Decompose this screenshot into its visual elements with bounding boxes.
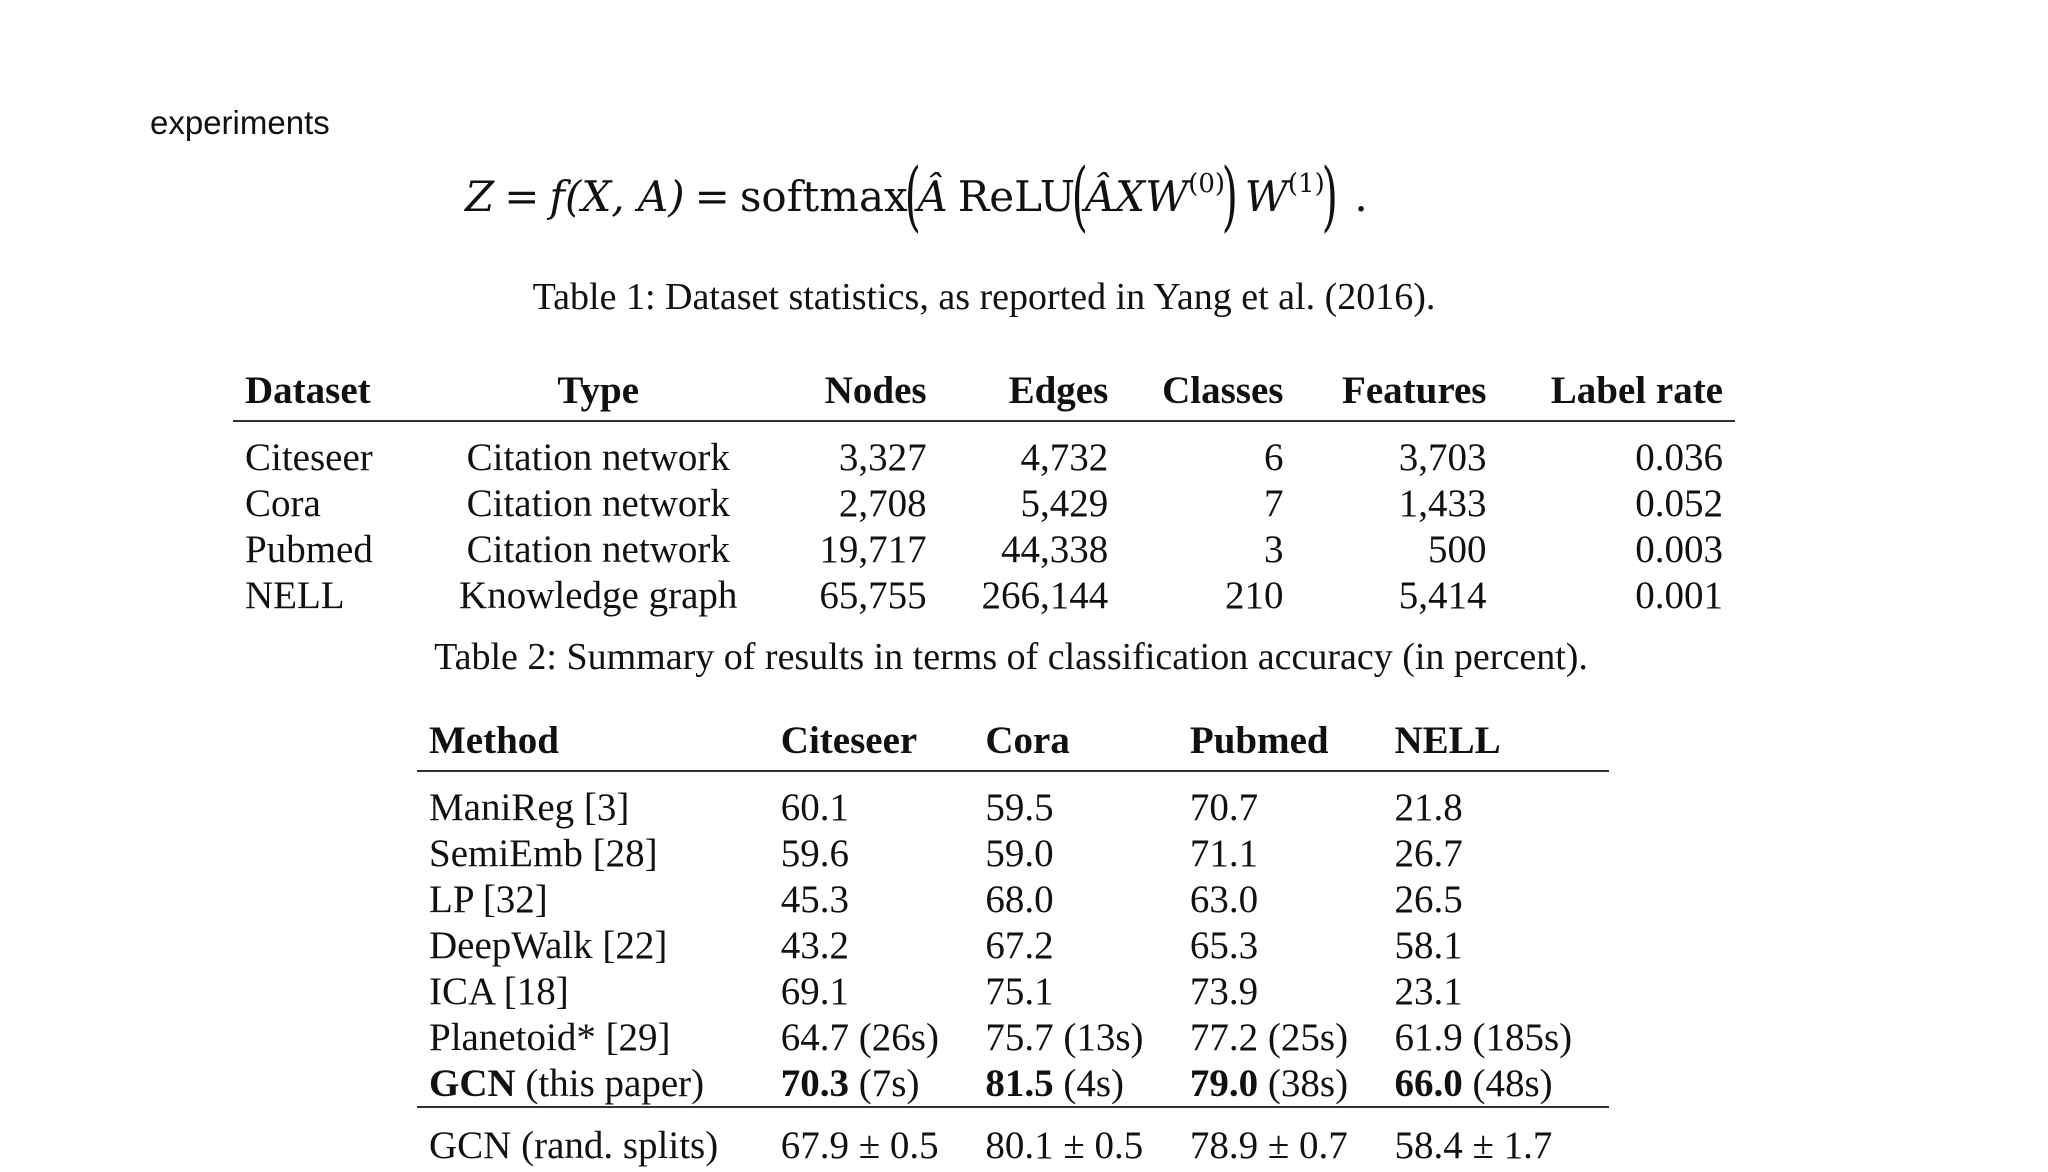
table-cell — [1382, 1060, 1609, 1107]
table-cell: 26.7 — [1394, 831, 1463, 875]
table-cell: 58.4 ± 1.7 — [1382, 1107, 1609, 1172]
dataset-statistics-table — [233, 360, 1735, 618]
table-cell: Citation network — [466, 481, 730, 525]
gcn-formula: Z = f (X, A) = softmax ( Â ReLU ( Â X W $^{(0)}$ ) W $^{(1)}$ ) . — [465, 151, 1368, 240]
formula-ahat1: Â — [917, 171, 948, 221]
table-cell: 6 — [1263, 435, 1284, 479]
table1-header: Features — [1295, 360, 1498, 421]
gcn-method-bold: GCN — [429, 1061, 516, 1105]
table-cell: 44,338 — [1001, 527, 1109, 571]
table2-header: Cora — [973, 710, 1178, 771]
table-cell: 3,703 — [1398, 435, 1487, 479]
table-cell: 210 — [1224, 573, 1284, 617]
formula-softmax: softmax — [739, 171, 908, 221]
table1-header: Label rate — [1498, 360, 1735, 421]
table-cell: 23.1 — [1394, 969, 1463, 1013]
gcn-value-time: (4s) — [1053, 1061, 1124, 1105]
table-cell: Pubmed — [245, 527, 373, 571]
table1-header: Dataset — [233, 360, 416, 421]
table-row — [417, 968, 1609, 1014]
table-cell: 80.1 ± 0.5 — [973, 1107, 1178, 1172]
formula-w0: W — [1145, 171, 1189, 221]
slide-label: experiments — [150, 104, 330, 141]
table-row — [417, 922, 1609, 968]
formula-z: Z — [465, 171, 495, 221]
table-cell: 65.3 — [1189, 923, 1259, 967]
table-cell: 69.1 — [780, 969, 850, 1013]
table-cell: 78.9 ± 0.7 — [1178, 1107, 1383, 1172]
table-cell — [417, 1060, 769, 1107]
table-cell: 19,717 — [819, 527, 927, 571]
table-cell: 60.1 — [780, 785, 850, 829]
table-cell: Citation network — [466, 435, 730, 479]
table2-caption: Table 2: Summary of results in terms of classification accuracy (in percent). — [434, 636, 1588, 678]
table-cell: ICA [18] — [429, 969, 569, 1013]
table-cell: 3 — [1263, 527, 1284, 571]
gcn-value-bold: 81.5 — [985, 1061, 1054, 1105]
table-cell: 59.5 — [985, 785, 1054, 829]
table-cell: 67.2 — [985, 923, 1054, 967]
table-cell: 0.036 — [1635, 435, 1723, 479]
table-cell: 500 — [1427, 527, 1487, 571]
table-cell: 59.0 — [985, 831, 1054, 875]
table-cell: ManiReg [3] — [429, 785, 630, 829]
table-cell: 58.1 — [1394, 923, 1463, 967]
gcn-method-rest: (this paper) — [515, 1061, 705, 1105]
table1-header: Nodes — [780, 360, 938, 421]
table1-header: Type — [416, 360, 780, 421]
table-cell: 70.7 — [1189, 785, 1259, 829]
table-row — [417, 876, 1609, 922]
table-row — [417, 1014, 1609, 1060]
table-row — [417, 771, 1609, 830]
table-cell: 2,708 — [838, 481, 927, 525]
gcn-value-bold: 79.0 — [1189, 1061, 1259, 1105]
table-row — [233, 526, 1735, 572]
table-cell: 63.0 — [1189, 877, 1259, 921]
table2-header: NELL — [1382, 710, 1609, 771]
gcn-value-bold: 66.0 — [1394, 1061, 1463, 1105]
formula-w1-sup: (1) — [1287, 169, 1325, 199]
formula-w1: W — [1244, 171, 1288, 221]
table-cell — [769, 1060, 974, 1107]
table1-header-row — [233, 360, 1735, 421]
table-cell: 3,327 — [838, 435, 927, 479]
table-row-gcn — [417, 1060, 1609, 1107]
gcn-value-time: (7s) — [849, 1061, 920, 1105]
table-cell — [1178, 1060, 1383, 1107]
table-cell: 7 — [1263, 481, 1284, 525]
table-cell: 43.2 — [780, 923, 850, 967]
table-cell: Citation network — [466, 527, 730, 571]
table-cell: 5,429 — [1020, 481, 1109, 525]
table-cell: 59.6 — [780, 831, 850, 875]
table-cell: 0.052 — [1635, 481, 1723, 525]
table1-header: Classes — [1120, 360, 1295, 421]
table2-header: Citeseer — [769, 710, 974, 771]
table-cell: 0.001 — [1635, 573, 1723, 617]
table-cell: 65,755 — [819, 573, 927, 617]
formula-end: . — [1354, 171, 1368, 221]
table-row — [233, 480, 1735, 526]
table-cell: SemiEmb [28] — [429, 831, 658, 875]
table2-header-row — [417, 710, 1609, 771]
table-cell: 68.0 — [985, 877, 1054, 921]
table-cell: 1,433 — [1398, 481, 1487, 525]
formula-f: f — [549, 171, 565, 221]
table-cell: 73.9 — [1189, 969, 1259, 1013]
table-cell: 75.1 — [985, 969, 1054, 1013]
table-cell: Citeseer — [245, 435, 373, 479]
table-cell: 21.8 — [1394, 785, 1463, 829]
table1-caption: Table 1: Dataset statistics, as reported in Yang et al. (2016). — [532, 276, 1436, 318]
table-cell: 71.1 — [1189, 831, 1259, 875]
table1-header: Edges — [939, 360, 1121, 421]
table-cell: 0.003 — [1635, 527, 1723, 571]
table-cell: 77.2 (25s) — [1189, 1015, 1349, 1059]
formula-relu: ReLU — [957, 171, 1076, 221]
table-cell: 67.9 ± 0.5 — [769, 1107, 974, 1172]
table2-header: Method — [417, 710, 769, 771]
formula-ahat2: Â — [1084, 171, 1116, 221]
formula-args: (X, A) — [564, 171, 685, 221]
table-cell: 266,144 — [981, 573, 1109, 617]
table-cell: 61.9 (185s) — [1394, 1015, 1573, 1059]
table-cell: 5,414 — [1398, 573, 1487, 617]
table-cell — [973, 1060, 1178, 1107]
classification-results-table — [417, 710, 1609, 1172]
table-row-rand-splits — [417, 1107, 1609, 1172]
table-cell: 75.7 (13s) — [985, 1015, 1144, 1059]
table-cell: 4,732 — [1020, 435, 1109, 479]
table-cell: Cora — [245, 481, 321, 525]
formula-eq1: = — [504, 171, 540, 221]
table-cell: GCN (rand. splits) — [417, 1107, 769, 1172]
table-cell: Knowledge graph — [459, 573, 738, 617]
table-row — [417, 830, 1609, 876]
formula-w0-sup: (0) — [1188, 169, 1226, 199]
table-cell: 26.5 — [1394, 877, 1463, 921]
gcn-value-bold: 70.3 — [780, 1061, 850, 1105]
table2-header: Pubmed — [1178, 710, 1383, 771]
table-cell: LP [32] — [429, 877, 548, 921]
gcn-value-time: (48s) — [1462, 1061, 1553, 1105]
table-row — [233, 572, 1735, 618]
gcn-value-time: (38s) — [1258, 1061, 1349, 1105]
formula-eq2: = — [694, 171, 730, 221]
table-cell: NELL — [245, 573, 345, 617]
table-cell: DeepWalk [22] — [429, 923, 668, 967]
table-cell: Planetoid* [29] — [429, 1015, 671, 1059]
table-row — [233, 421, 1735, 480]
table-cell: 64.7 (26s) — [780, 1015, 939, 1059]
table-cell: 45.3 — [780, 877, 850, 921]
formula-x: X — [1115, 171, 1146, 221]
